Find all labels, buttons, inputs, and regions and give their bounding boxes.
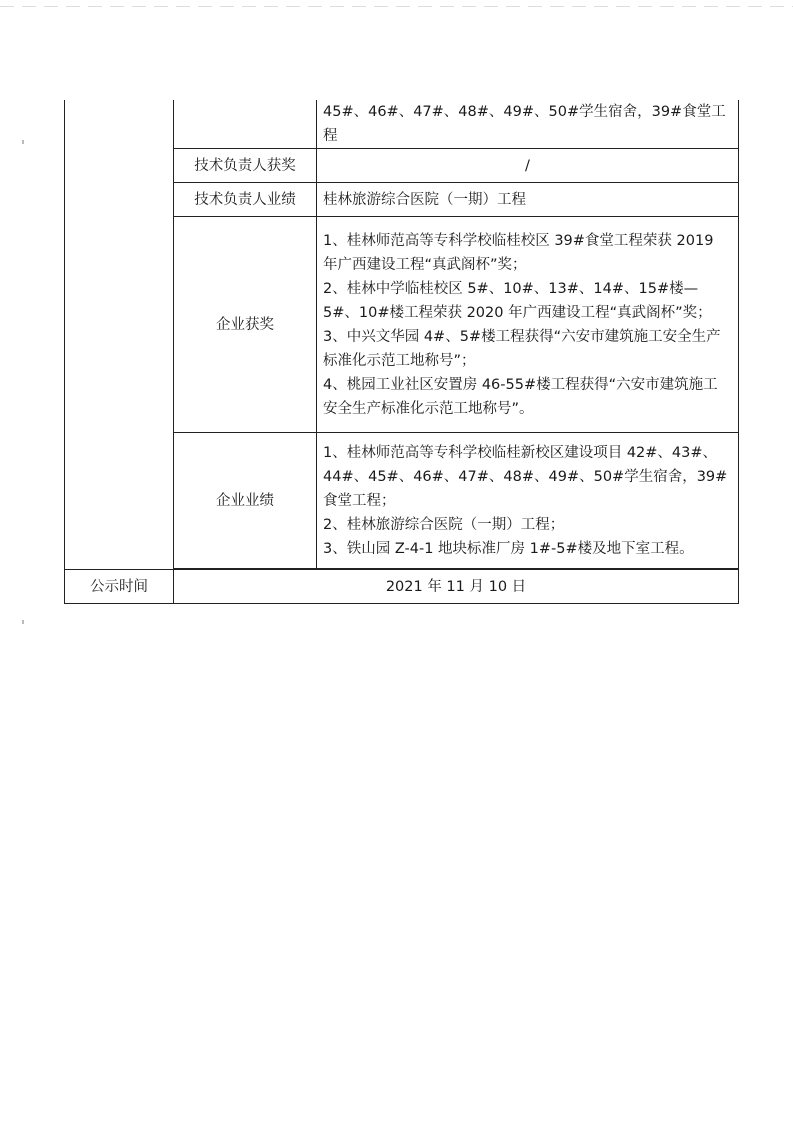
continued-text: 45#、46#、47#、48#、49#、50#学生宿舍，39#食堂工程 (317, 100, 739, 149)
table-row (65, 100, 739, 149)
list-item: 1、桂林师范高等专科学校临桂校区 39#食堂工程荣获 2019 年广西建设工程“真武阁杯”奖； (323, 232, 714, 273)
list-item: 3、铁山园 Z-4-1 地块标准厂房 1#-5#楼及地下室工程。 (323, 540, 694, 557)
tech-award-label: 技术负责人获奖 (174, 149, 317, 183)
company-award-label: 企业获奖 (174, 217, 317, 433)
list-item: 2、桂林中学临桂校区 5#、10#、13#、14#、15#楼—5#、10#楼工程荣获 2020 年广西建设工程“真武阁杯”奖； (323, 280, 712, 321)
publicity-date: 2021 年 11 月 10 日 (174, 570, 739, 604)
empty-cell (174, 100, 317, 149)
list-item: 4、桃园工业社区安置房 46-55#楼工程获得“六安市建筑施工安全生产标准化示范工地称号”。 (323, 376, 718, 417)
list-item: 1、桂林师范高等专科学校临桂新校区建设项目 42#、43#、44#、45#、46#、47#、48#、49#、50#学生宿舍，39#食堂工程； (323, 444, 728, 509)
table-row (65, 570, 739, 604)
info-table (64, 100, 739, 604)
publicity-label: 公示时间 (65, 570, 174, 604)
merged-left-cell (65, 100, 174, 570)
tech-perf-value: 桂林旅游综合医院（一期）工程 (317, 183, 739, 217)
list-item: 3、中兴文华园 4#、5#楼工程获得“六安市建筑施工安全生产标准化示范工地称号”； (323, 328, 721, 369)
company-perf-label: 企业业绩 (174, 433, 317, 569)
scan-mark (22, 140, 24, 144)
tech-award-value: / (317, 149, 739, 183)
list-item: 2、桂林旅游综合医院（一期）工程； (323, 516, 565, 533)
scan-top-edge (0, 6, 793, 7)
scan-mark (22, 620, 24, 624)
company-award-list (317, 217, 739, 433)
company-perf-list (317, 433, 739, 569)
tech-perf-label: 技术负责人业绩 (174, 183, 317, 217)
